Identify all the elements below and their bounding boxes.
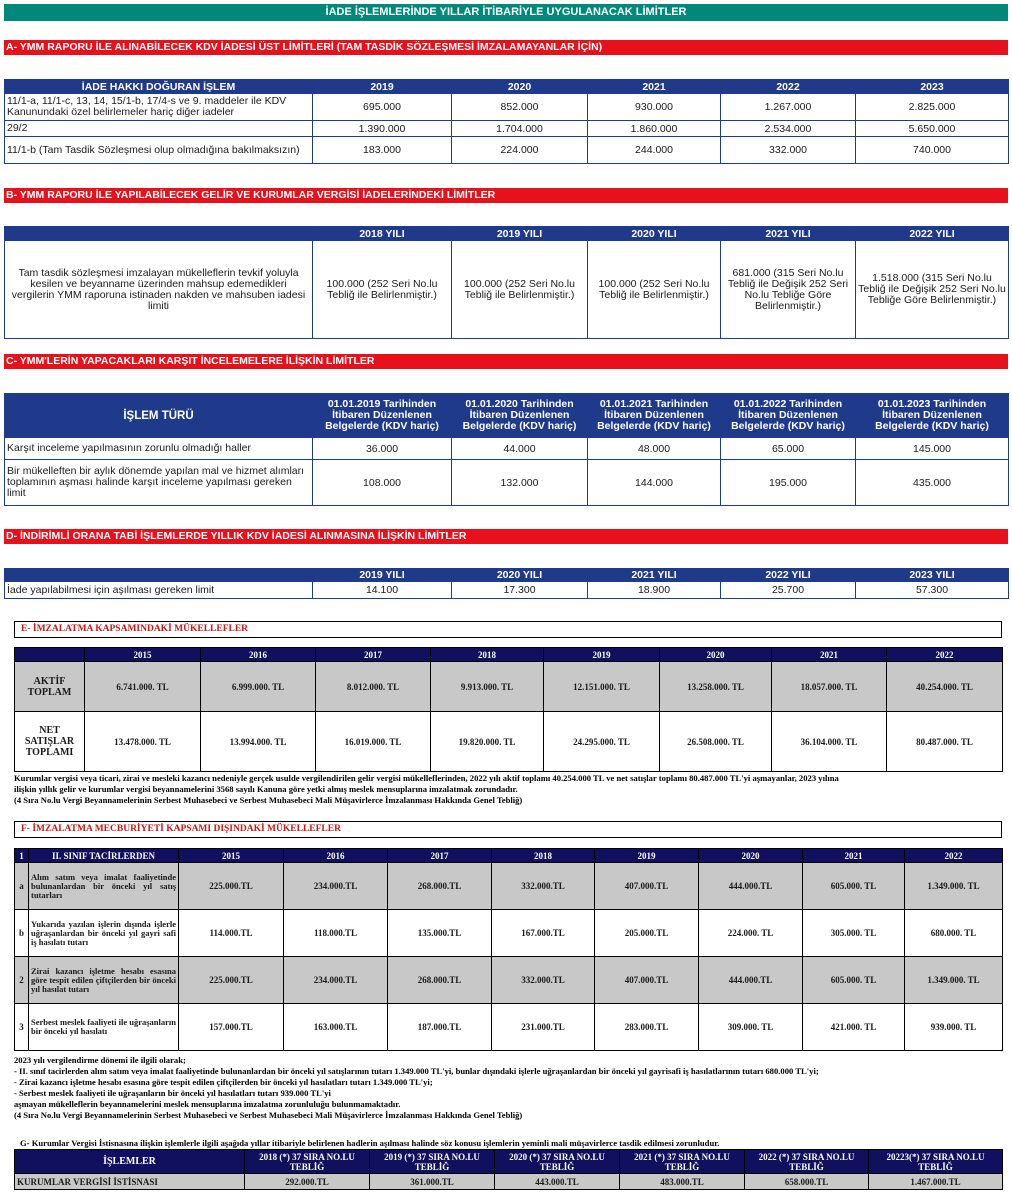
col-header: 2019 YILI bbox=[313, 569, 452, 582]
row-label: 29/2 bbox=[5, 121, 313, 137]
col-header: 2021 bbox=[772, 648, 887, 662]
col-header: İŞLEM TÜRÜ bbox=[5, 394, 313, 438]
row-no: a bbox=[15, 863, 29, 910]
cell: 1.518.000 (315 Seri No.lu Tebliğ ile Değişik 252 Seri No.lu Tebliğe Göre Belirlenmiştir.) bbox=[856, 241, 1009, 339]
row-label: Serbest meslek faaliyeti ile uğraşanların bir önceki yıl hasılatı bbox=[29, 1004, 179, 1051]
section-e-note: Kurumlar vergisi veya ticari, zirai ve mesleki kazancı nedeniyle gerçek usulde vergilendirilen gelir vergisi mükelleflerinden, 2022 yılı aktif toplamı 40.254.000 TL ve net satışlar toplamı 80.487.000 TL'yi aşmayanlar, 2023 yılına bbox=[14, 773, 839, 783]
cell: 13.258.000. TL bbox=[660, 662, 772, 712]
cell: 681.000 (315 Seri No.lu Tebliğ ile Değişik 252 Seri No.lu Tebliğe Göre Belirlenmiştir.) bbox=[721, 241, 856, 339]
cell: 167.000.TL bbox=[492, 910, 595, 957]
col-header: 2020 YILI bbox=[588, 227, 721, 241]
col-header: 2017 bbox=[388, 849, 492, 863]
cell: 36.000 bbox=[313, 438, 452, 460]
cell: 225.000.TL bbox=[179, 957, 284, 1004]
cell: 1.860.000 bbox=[588, 121, 721, 137]
cell: 13.478.000. TL bbox=[85, 712, 201, 772]
cell: 939.000. TL bbox=[905, 1004, 1003, 1051]
section-a-table bbox=[4, 79, 1009, 164]
cell: 57.300 bbox=[856, 582, 1009, 599]
col-header: 2015 bbox=[179, 849, 284, 863]
section-c-header: C- YMM'LERİN YAPACAKLARI KARŞIT İNCELEMELERE İLİŞKİN LİMİTLER bbox=[4, 354, 1008, 369]
col-header: 2019 bbox=[595, 849, 699, 863]
cell: 421.000. TL bbox=[803, 1004, 905, 1051]
cell: 44.000 bbox=[452, 438, 588, 460]
row-no: 2 bbox=[15, 957, 29, 1004]
col-header: İŞLEMLER bbox=[15, 1150, 245, 1174]
cell: 234.000.TL bbox=[284, 863, 388, 910]
cell: 187.000.TL bbox=[388, 1004, 492, 1051]
cell: 444.000.TL bbox=[699, 863, 803, 910]
cell: 1.349.000. TL bbox=[905, 957, 1003, 1004]
cell: 695.000 bbox=[313, 94, 452, 121]
col-header: 2021 YILI bbox=[588, 569, 721, 582]
section-c-table bbox=[4, 393, 1009, 506]
cell: 118.000.TL bbox=[284, 910, 388, 957]
col-header: 2020 bbox=[699, 849, 803, 863]
col-header: 2021 (*) 37 SIRA NO.LU TEBLİĞ bbox=[620, 1150, 745, 1174]
row-label: 11/1-a, 11/1-c, 13, 14, 15/1-b, 17/4-s ve 9. maddeler ile KDV Kanunundaki özel belirlemeler hariç diğer iadeler bbox=[5, 94, 313, 121]
cell: 930.000 bbox=[588, 94, 721, 121]
cell: 135.000.TL bbox=[388, 910, 492, 957]
col-header: II. SINIF TACİRLERDEN bbox=[29, 849, 179, 863]
row-label: AKTİF TOPLAM bbox=[15, 662, 85, 712]
cell: 114.000.TL bbox=[179, 910, 284, 957]
cell: 407.000.TL bbox=[595, 863, 699, 910]
cell: 1.349.000. TL bbox=[905, 863, 1003, 910]
col-header: 2021 bbox=[588, 80, 721, 94]
cell: 244.000 bbox=[588, 137, 721, 164]
col-header: 2016 bbox=[284, 849, 388, 863]
cell: 145.000 bbox=[856, 438, 1009, 460]
row-no: 3 bbox=[15, 1004, 29, 1051]
cell: 1.390.000 bbox=[313, 121, 452, 137]
col-header: 20223(*) 37 SIRA NO.LU TEBLİĞ bbox=[869, 1150, 1003, 1174]
row-label: Zirai kazancı işletme hesabı esasına göre tespit edilen çiftçilerden bir önceki yıl hasılat tutarı bbox=[29, 957, 179, 1004]
table-row bbox=[15, 957, 1003, 1004]
col-header: 2018 bbox=[492, 849, 595, 863]
cell: 680.000. TL bbox=[905, 910, 1003, 957]
section-b-table bbox=[4, 226, 1009, 339]
cell: 292.000.TL bbox=[245, 1174, 370, 1190]
cell: 332.000 bbox=[721, 137, 856, 164]
cell: 65.000 bbox=[721, 438, 856, 460]
col-header: 01.01.2021 Tarihinden İtibaren Düzenlenen Belgelerde (KDV hariç) bbox=[588, 394, 721, 438]
col-header: 2022 (*) 37 SIRA NO.LU TEBLİĞ bbox=[745, 1150, 869, 1174]
cell: 309.000. TL bbox=[699, 1004, 803, 1051]
table-row bbox=[5, 582, 1009, 599]
col-header: 2022 YILI bbox=[721, 569, 856, 582]
table-row bbox=[15, 1174, 1003, 1190]
col-header bbox=[15, 648, 85, 662]
table-row bbox=[5, 94, 1009, 121]
cell: 224.000 bbox=[452, 137, 588, 164]
table-row bbox=[5, 137, 1009, 164]
cell: 225.000.TL bbox=[179, 863, 284, 910]
row-label: Tam tasdik sözleşmesi imzalayan mükelleflerin tevkif yoluyla kesilen ve beyanname üzerinden mahsup edemedikleri vergilerin YMM raporuna istinaden nakden ve mahsuben iadesi limiti bbox=[5, 241, 313, 339]
col-header: 2022 bbox=[887, 648, 1003, 662]
cell: 40.254.000. TL bbox=[887, 662, 1003, 712]
cell: 48.000 bbox=[588, 438, 721, 460]
section-b-header: B- YMM RAPORU İLE YAPILABİLECEK GELİR VE KURUMLAR VERGİSİ İADELERİNDEKİ LİMİTLER bbox=[4, 188, 1008, 203]
section-d-table bbox=[4, 568, 1009, 599]
table-row bbox=[15, 712, 1003, 772]
cell: 231.000.TL bbox=[492, 1004, 595, 1051]
table-row bbox=[15, 662, 1003, 712]
section-g-header: G- Kurumlar Vergisi İstisnasına ilişkin işlemlerle ilgili aşağıda yıllar itibariyle belirlenen hadlerin aşılması halinde söz konusu işlemlerin yeminli mali müşavirlerce tasdik edilmesi zorunludur. bbox=[20, 1138, 720, 1148]
col-header: 2015 bbox=[85, 648, 201, 662]
cell: 283.000.TL bbox=[595, 1004, 699, 1051]
table-row bbox=[15, 863, 1003, 910]
cell: 740.000 bbox=[856, 137, 1009, 164]
col-header: 2019 bbox=[313, 80, 452, 94]
cell: 157.000.TL bbox=[179, 1004, 284, 1051]
cell: 1.467.000.TL bbox=[869, 1174, 1003, 1190]
cell: 9.913.000. TL bbox=[431, 662, 544, 712]
row-label: Yukarıda yazılan işlerin dışında işlerle uğraşanlardan bir önceki yıl gayri safi iş hasılatı tutarı bbox=[29, 910, 179, 957]
page-title: İADE İŞLEMLERİNDE YILLAR İTİBARİYLE UYGULANACAK LİMİTLER bbox=[4, 4, 1008, 21]
col-header: 2018 bbox=[431, 648, 544, 662]
cell: 17.300 bbox=[452, 582, 588, 599]
section-e-table bbox=[14, 647, 1003, 772]
cell: 12.151.000. TL bbox=[544, 662, 660, 712]
section-e-note: ilişkin yıllık gelir ve kurumlar vergisi beyannamelerini 3568 sayılı Kanuna göre yetki almış meslek mensuplarına imzalatmak zorundadır. bbox=[14, 784, 518, 794]
col-header: 2020 YILI bbox=[452, 569, 588, 582]
section-f-note: 2023 yılı vergilendirme dönemi ile ilgili olarak; bbox=[14, 1055, 186, 1065]
table-row bbox=[5, 121, 1009, 137]
col-header: 2016 bbox=[201, 648, 316, 662]
cell: 6.999.000. TL bbox=[201, 662, 316, 712]
col-header: 2022 YILI bbox=[856, 227, 1009, 241]
cell: 361.000.TL bbox=[370, 1174, 495, 1190]
col-header: 2020 bbox=[452, 80, 588, 94]
table-row bbox=[5, 438, 1009, 460]
cell: 144.000 bbox=[588, 460, 721, 506]
cell: 658.000.TL bbox=[745, 1174, 869, 1190]
cell: 6.741.000. TL bbox=[85, 662, 201, 712]
row-label: İade yapılabilmesi için aşılması gereken limit bbox=[5, 582, 313, 599]
cell: 605.000. TL bbox=[803, 957, 905, 1004]
cell: 100.000 (252 Seri No.lu Tebliğ ile Belirlenmiştir.) bbox=[588, 241, 721, 339]
col-header: 2022 bbox=[721, 80, 856, 94]
cell: 435.000 bbox=[856, 460, 1009, 506]
cell: 26.508.000. TL bbox=[660, 712, 772, 772]
section-a-header: A- YMM RAPORU İLE ALINABİLECEK KDV İADESİ ÜST LİMİTLERİ (TAM TASDİK SÖZLEŞMESİ İMZALAMAYANLAR İÇİN) bbox=[4, 40, 1008, 55]
cell: 268.000.TL bbox=[388, 863, 492, 910]
cell: 13.994.000. TL bbox=[201, 712, 316, 772]
cell: 8.012.000. TL bbox=[316, 662, 431, 712]
cell: 205.000.TL bbox=[595, 910, 699, 957]
col-header: 01.01.2023 Tarihinden İtibaren Düzenlenen Belgelerde (KDV hariç) bbox=[856, 394, 1009, 438]
col-header: 2022 bbox=[905, 849, 1003, 863]
row-label: NET SATIŞLAR TOPLAMI bbox=[15, 712, 85, 772]
section-f-note: - Serbest meslek faaliyeti ile uğraşanların bir önceki yıl hasılatları tutarı 939.000 TL'yi bbox=[14, 1088, 331, 1098]
cell: 19.820.000. TL bbox=[431, 712, 544, 772]
section-e-note: (4 Sıra No.lu Vergi Beyannamelerinin Serbest Muhasebeci ve Serbest Muhasebeci Mali Müşavirlerce İmzalanması Hakkında Genel Tebliğ) bbox=[14, 795, 523, 805]
cell: 5.650.000 bbox=[856, 121, 1009, 137]
table-row bbox=[15, 910, 1003, 957]
cell: 25.700 bbox=[721, 582, 856, 599]
col-header: 2020 (*) 37 SIRA NO.LU TEBLİĞ bbox=[495, 1150, 620, 1174]
cell: 305.000. TL bbox=[803, 910, 905, 957]
col-header: 01.01.2020 Tarihinden İtibaren Düzenlenen Belgelerde (KDV hariç) bbox=[452, 394, 588, 438]
cell: 18.900 bbox=[588, 582, 721, 599]
section-f-note: aşmayan mükelleflerin beyannamelerini meslek mensuplarına imzalatma zorunluluğu bulunmamaktadır. bbox=[14, 1099, 401, 1109]
cell: 36.104.000. TL bbox=[772, 712, 887, 772]
col-header: 2020 bbox=[660, 648, 772, 662]
row-label: Karşıt inceleme yapılmasının zorunlu olmadığı haller bbox=[5, 438, 313, 460]
table-row bbox=[15, 1004, 1003, 1051]
cell: 332.000.TL bbox=[492, 957, 595, 1004]
section-f-note: (4 Sıra No.lu Vergi Beyannamelerinin Serbest Muhasebeci ve Serbest Muhasebeci Mali Müşavirlerce İmzalanması Hakkında Genel Tebliğ) bbox=[14, 1110, 523, 1120]
section-f-note: - Zirai kazancı işletme hesabı esasına göre tespit edilen çiftçilerden bir önceki yıl hasılatları tutarı 1.349.000 TL'yi; bbox=[14, 1077, 433, 1087]
col-header bbox=[5, 569, 313, 582]
cell: 195.000 bbox=[721, 460, 856, 506]
col-header: 2023 YILI bbox=[856, 569, 1009, 582]
cell: 234.000.TL bbox=[284, 957, 388, 1004]
col-header: 01.01.2022 Tarihinden İtibaren Düzenlenen Belgelerde (KDV hariç) bbox=[721, 394, 856, 438]
cell: 183.000 bbox=[313, 137, 452, 164]
col-header bbox=[5, 227, 313, 241]
col-header: 2017 bbox=[316, 648, 431, 662]
row-label: Alım satım veya imalat faaliyetinde bulunanlardan bir önceki yıl satış tutarları bbox=[29, 863, 179, 910]
cell: 852.000 bbox=[452, 94, 588, 121]
cell: 268.000.TL bbox=[388, 957, 492, 1004]
col-header: 2021 bbox=[803, 849, 905, 863]
cell: 605.000. TL bbox=[803, 863, 905, 910]
cell: 108.000 bbox=[313, 460, 452, 506]
col-header: 2018 (*) 37 SIRA NO.LU TEBLİĞ bbox=[245, 1150, 370, 1174]
col-header: 2019 YILI bbox=[452, 227, 588, 241]
section-e-header: E- İMZALATMA KAPSAMINDAKİ MÜKELLEFLER bbox=[14, 621, 1002, 638]
col-header: 1 bbox=[15, 849, 29, 863]
cell: 14.100 bbox=[313, 582, 452, 599]
cell: 483.000.TL bbox=[620, 1174, 745, 1190]
section-f-table bbox=[14, 848, 1003, 1051]
table-row bbox=[5, 460, 1009, 506]
cell: 1.704.000 bbox=[452, 121, 588, 137]
col-header: 2019 bbox=[544, 648, 660, 662]
row-label: 11/1-b (Tam Tasdik Sözleşmesi olup olmadığına bakılmaksızın) bbox=[5, 137, 313, 164]
col-header: 01.01.2019 Tarihinden İtibaren Düzenlenen Belgelerde (KDV hariç) bbox=[313, 394, 452, 438]
cell: 1.267.000 bbox=[721, 94, 856, 121]
cell: 407.000.TL bbox=[595, 957, 699, 1004]
cell: 163.000.TL bbox=[284, 1004, 388, 1051]
cell: 444.000.TL bbox=[699, 957, 803, 1004]
cell: 443.000.TL bbox=[495, 1174, 620, 1190]
table-row bbox=[5, 241, 1009, 339]
section-f-note: - II. sınıf tacirlerden alım satım veya imalat faaliyetinde bulunanlardan bir önceki yıl satışlarının tutarı 1.349.000 TL'yi, bunlar dışındaki işlerle uğraşanlardan bir önceki yıl gayrisafi iş hasılatlarının tutarı 680.000 TL'yi; bbox=[14, 1066, 819, 1076]
cell: 2.534.000 bbox=[721, 121, 856, 137]
section-g-table bbox=[14, 1149, 1003, 1190]
section-f-header: F- İMZALATMA MECBURİYETİ KAPSAMI DIŞINDAKİ MÜKELLEFLER bbox=[14, 821, 1002, 838]
cell: 24.295.000. TL bbox=[544, 712, 660, 772]
cell: 80.487.000. TL bbox=[887, 712, 1003, 772]
cell: 132.000 bbox=[452, 460, 588, 506]
cell: 100.000 (252 Seri No.lu Tebliğ ile Belirlenmiştir.) bbox=[452, 241, 588, 339]
section-d-header: D- İNDİRİMLİ ORANA TABİ İŞLEMLERDE YILLIK KDV İADESİ ALINMASINA İLİŞKİN LİMİTLER bbox=[4, 529, 1008, 544]
col-header: 2019 (*) 37 SIRA NO.LU TEBLİĞ bbox=[370, 1150, 495, 1174]
col-header: 2021 YILI bbox=[721, 227, 856, 241]
cell: 332.000.TL bbox=[492, 863, 595, 910]
row-no: b bbox=[15, 910, 29, 957]
col-header: 2023 bbox=[856, 80, 1009, 94]
cell: 18.057.000. TL bbox=[772, 662, 887, 712]
cell: 2.825.000 bbox=[856, 94, 1009, 121]
cell: 224.000. TL bbox=[699, 910, 803, 957]
row-label: Bir mükelleften bir aylık dönemde yapılan mal ve hizmet alımları toplamının aşması halinde karşıt inceleme yapılması gereken limit bbox=[5, 460, 313, 506]
cell: 16.019.000. TL bbox=[316, 712, 431, 772]
col-header: İADE HAKKI DOĞURAN İŞLEM bbox=[5, 80, 313, 94]
cell: 100.000 (252 Seri No.lu Tebliğ ile Belirlenmiştir.) bbox=[313, 241, 452, 339]
col-header: 2018 YILI bbox=[313, 227, 452, 241]
row-label: KURUMLAR VERGİSİ İSTİSNASI bbox=[15, 1174, 245, 1190]
